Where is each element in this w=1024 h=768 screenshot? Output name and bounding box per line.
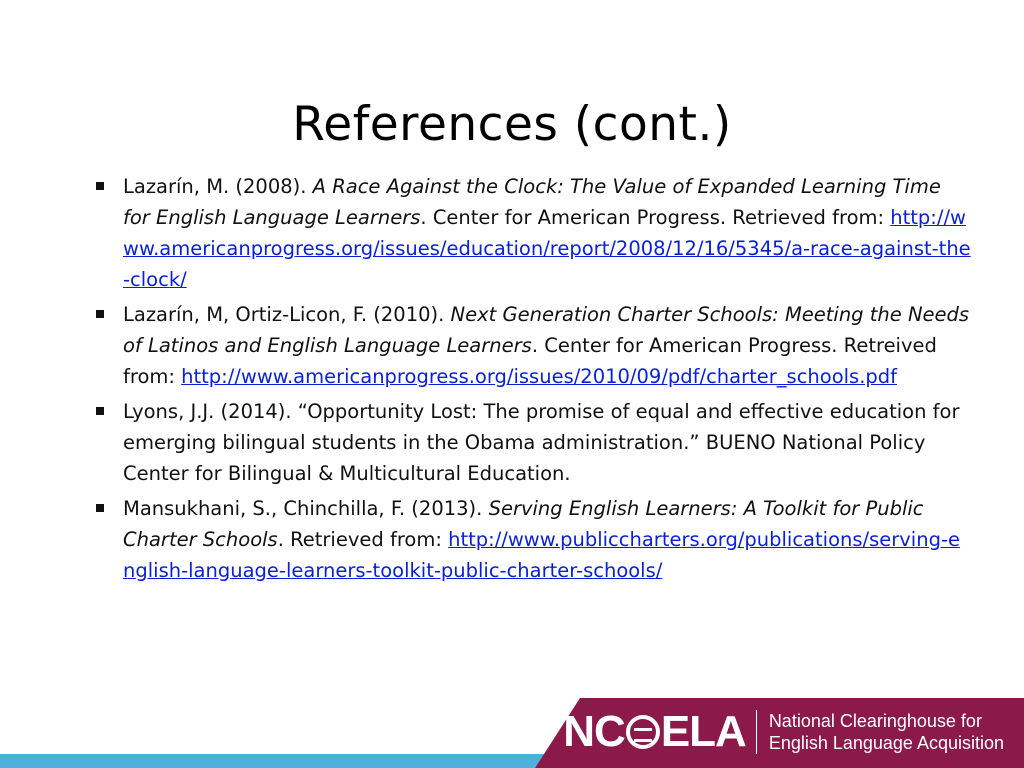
reference-link[interactable]: http://www.americanprogress.org/issues/education/report/2008/12/16/5345/a-race-against-the-clock/ [123,206,971,291]
logo-wordmark [563,707,746,757]
reference-author: Mansukhani, S., Chinchilla, F. (2013). [123,497,489,520]
reference-item [92,493,972,586]
logo-org-name [769,710,1004,754]
reference-author: Lazarín, M, Ortiz-Licon, F. (2010). [123,303,451,326]
reference-item [92,396,972,489]
reference-source: . Center for American Progress. Retreived from: [123,334,937,388]
reference-item [92,299,972,392]
square-bullet-icon [96,407,104,415]
square-bullet-icon [96,182,104,190]
reference-text: Lyons, J.J. (2014). “Opportunity Lost: The promise of equal and effective education for emerging bilingual students in the Obama administration.” BUENO National Policy Center for Bilingual & Multicultural Education. [123,400,960,485]
references-list [92,171,972,590]
reference-title: A Race Against the Clock: The Value of Expanded Learning Time for English Language Learners [123,175,941,229]
ncela-logo [563,704,1004,760]
logo-divider [756,710,757,754]
slide-title: References (cont.) [292,97,732,153]
logo-org-line2: English Language Acquisition [768,733,1004,753]
reference-source: . Retrieved from: [277,528,449,551]
reference-title: Next Generation Charter Schools: Meeting the Needs of Latinos and English Language Learners [123,303,970,357]
logo-wordmark-left: NC [563,707,625,756]
globe-icon [626,715,660,749]
reference-title: Serving English Learners: A Toolkit for Public Charter Schools [123,497,924,551]
reference-author: Lazarín, M. (2008). [123,175,313,198]
logo-wordmark-right: ELA [660,707,746,756]
reference-link[interactable]: http://www.americanprogress.org/issues/2010/09/pdf/charter_schools.pdf [181,365,898,388]
reference-source: . Center for American Progress. Retrieved from: [420,206,891,229]
reference-link[interactable]: http://www.publiccharters.org/publications/serving-english-language-learners-toolkit-public-charter-schools/ [123,528,960,582]
square-bullet-icon [96,504,104,512]
logo-org-line1: National Clearinghouse for [768,711,982,731]
square-bullet-icon [96,310,104,318]
reference-item [92,171,972,295]
